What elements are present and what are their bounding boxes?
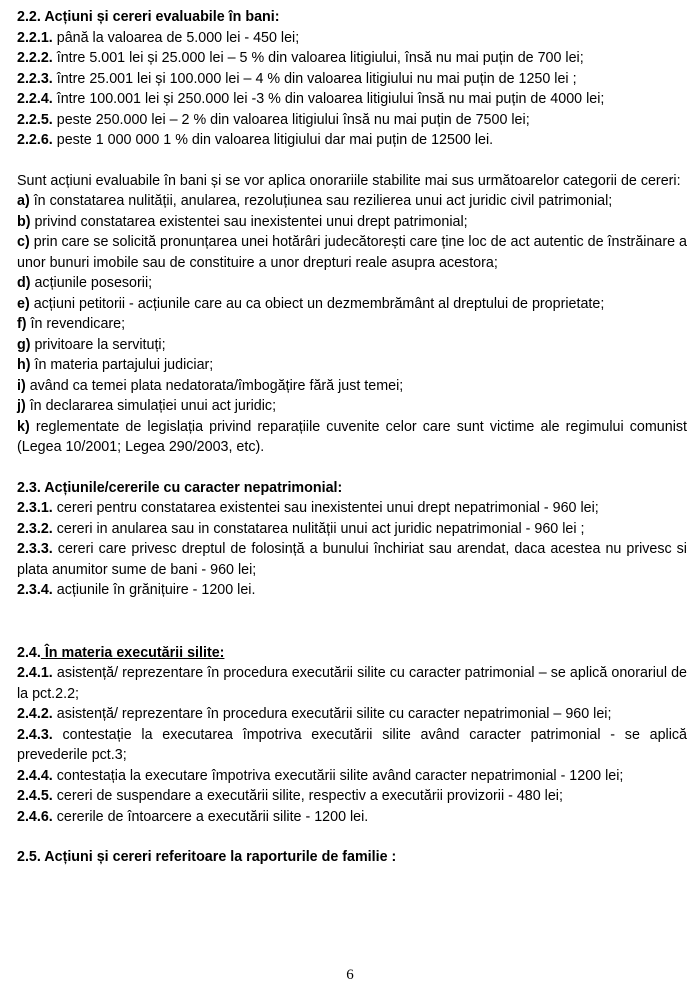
section-title: Acțiuni și cereri evaluabile în bani:	[44, 9, 280, 25]
list-item: k) reglementate de legislația privind reparațiile cuvenite celor care sunt victime ale regimului comunist (Legea 10/2001; Legea 290/2003, etc).	[17, 418, 687, 455]
list-item: i) având ca temei plata nedatorata/îmbogățire fără just temei;	[17, 377, 404, 394]
section-2-5-heading	[17, 847, 687, 868]
list-item: 2.4.5. cereri de suspendare a executării silite, respectiv a executării provizorii - 480 lei;	[17, 788, 563, 804]
section-title: Acțiuni și cereri referitoare la raporturile de familie :	[40, 849, 397, 865]
list-item: g) privitoare la servituți;	[17, 336, 166, 353]
categories-list	[17, 191, 687, 458]
list-item: 2.2.3. între 25.001 lei și 100.000 lei – 4 % din valoarea litigiului nu mai puțin de 1250 lei ;	[17, 70, 577, 87]
list-item: e) acțiuni petitorii - acțiunile care au ca obiect un dezmembrământ al dreptului de proprietate;	[17, 295, 605, 312]
section-2-3-list	[17, 498, 687, 601]
section-2-3-heading	[17, 478, 687, 499]
list-item: j) în declararea simulației unui act juridic;	[17, 398, 277, 414]
list-item: h) în materia partajului judiciar;	[17, 357, 214, 373]
list-item: 2.4.3. contestație la executarea împotriva executării silite având caracter patrimonial - se aplică prevederile pct.3;	[17, 726, 687, 763]
section-2-4-list	[17, 663, 687, 827]
section-title: Acțiunile/cererile cu caracter nepatrimonial:	[40, 479, 343, 496]
list-item: 2.4.1. asistență/ reprezentare în procedura executării silite cu caracter patrimonial – se aplică onorariul de la pct.2.2;	[17, 665, 687, 702]
list-item: 2.3.1. cereri pentru constatarea existentei sau inexistentei unui drept nepatrimonial - 960 lei;	[17, 500, 599, 516]
list-item: 2.2.6. peste 1 000 000 1 % din valoarea litigiului dar mai puțin de 12500 lei.	[17, 132, 494, 148]
list-item: c) prin care se solicită pronunțarea unei hotărâri judecătorești care ține loc de act autentic de înstrăinare a unor bunuri imobile sau de constituire a unor drepturi reale asupra acestora;	[17, 234, 687, 271]
list-item: 2.3.4. acțiunile în grănițuire - 1200 lei.	[17, 582, 256, 598]
list-item: 2.4.2. asistență/ reprezentare în procedura executării silite cu caracter nepatrimonial – 960 lei;	[17, 706, 612, 722]
list-item: 2.2.1. până la valoarea de 5.000 lei - 450 lei;	[17, 29, 300, 46]
list-item: 2.2.4. între 100.001 lei și 250.000 lei -3 % din valoarea litigiului însă nu mai puțin de 4000 lei;	[17, 91, 605, 107]
list-item: b) privind constatarea existentei sau inexistentei unui drept patrimonial;	[17, 213, 468, 230]
list-item: d) acțiunile posesorii;	[17, 275, 153, 291]
list-item: 2.2.5. peste 250.000 lei – 2 % din valoarea litigiului însă nu mai puțin de 7500 lei;	[17, 111, 530, 128]
list-item: f) în revendicare;	[17, 316, 126, 332]
section-2-2-heading	[17, 7, 687, 28]
section-number: 2.2.	[17, 9, 41, 25]
section-2-4-heading	[17, 643, 687, 664]
list-item: 2.3.3. cereri care privesc dreptul de folosință a bunului închiriat sau arendat, daca acestea nu privesc si plata anumitor sume de bani - 960 lei;	[17, 541, 687, 578]
document-body	[17, 7, 687, 868]
section-2-2-list	[17, 28, 687, 151]
list-item: 2.3.2. cereri in anularea sau in constatarea nulității unui act juridic nepatrimonial - 960 lei ;	[17, 520, 585, 537]
list-item: a) în constatarea nulității, anularea, rezoluțiunea sau rezilierea unui act juridic civil patrimonial;	[17, 193, 613, 209]
section-number: 2.5.	[17, 849, 41, 865]
categories-intro: Sunt acțiuni evaluabile în bani și se vor aplica onorariile stabilite mai sus următoarelor categorii de cereri:	[17, 172, 681, 189]
section-number: 2.3.	[17, 479, 41, 496]
list-item: 2.4.6. cererile de întoarcere a executării silite - 1200 lei.	[17, 808, 369, 825]
section-number: 2.4.	[17, 644, 41, 661]
list-item: 2.4.4. contestația la executare împotriva executării silite având caracter nepatrimonial - 1200 lei;	[17, 767, 624, 784]
list-item: 2.2.2. între 5.001 lei și 25.000 lei – 5 % din valoarea litigiului, însă nu mai puțin de 700 lei;	[17, 50, 584, 66]
page-number: 6	[346, 967, 354, 983]
section-title: În materia executării silite:	[40, 644, 225, 661]
